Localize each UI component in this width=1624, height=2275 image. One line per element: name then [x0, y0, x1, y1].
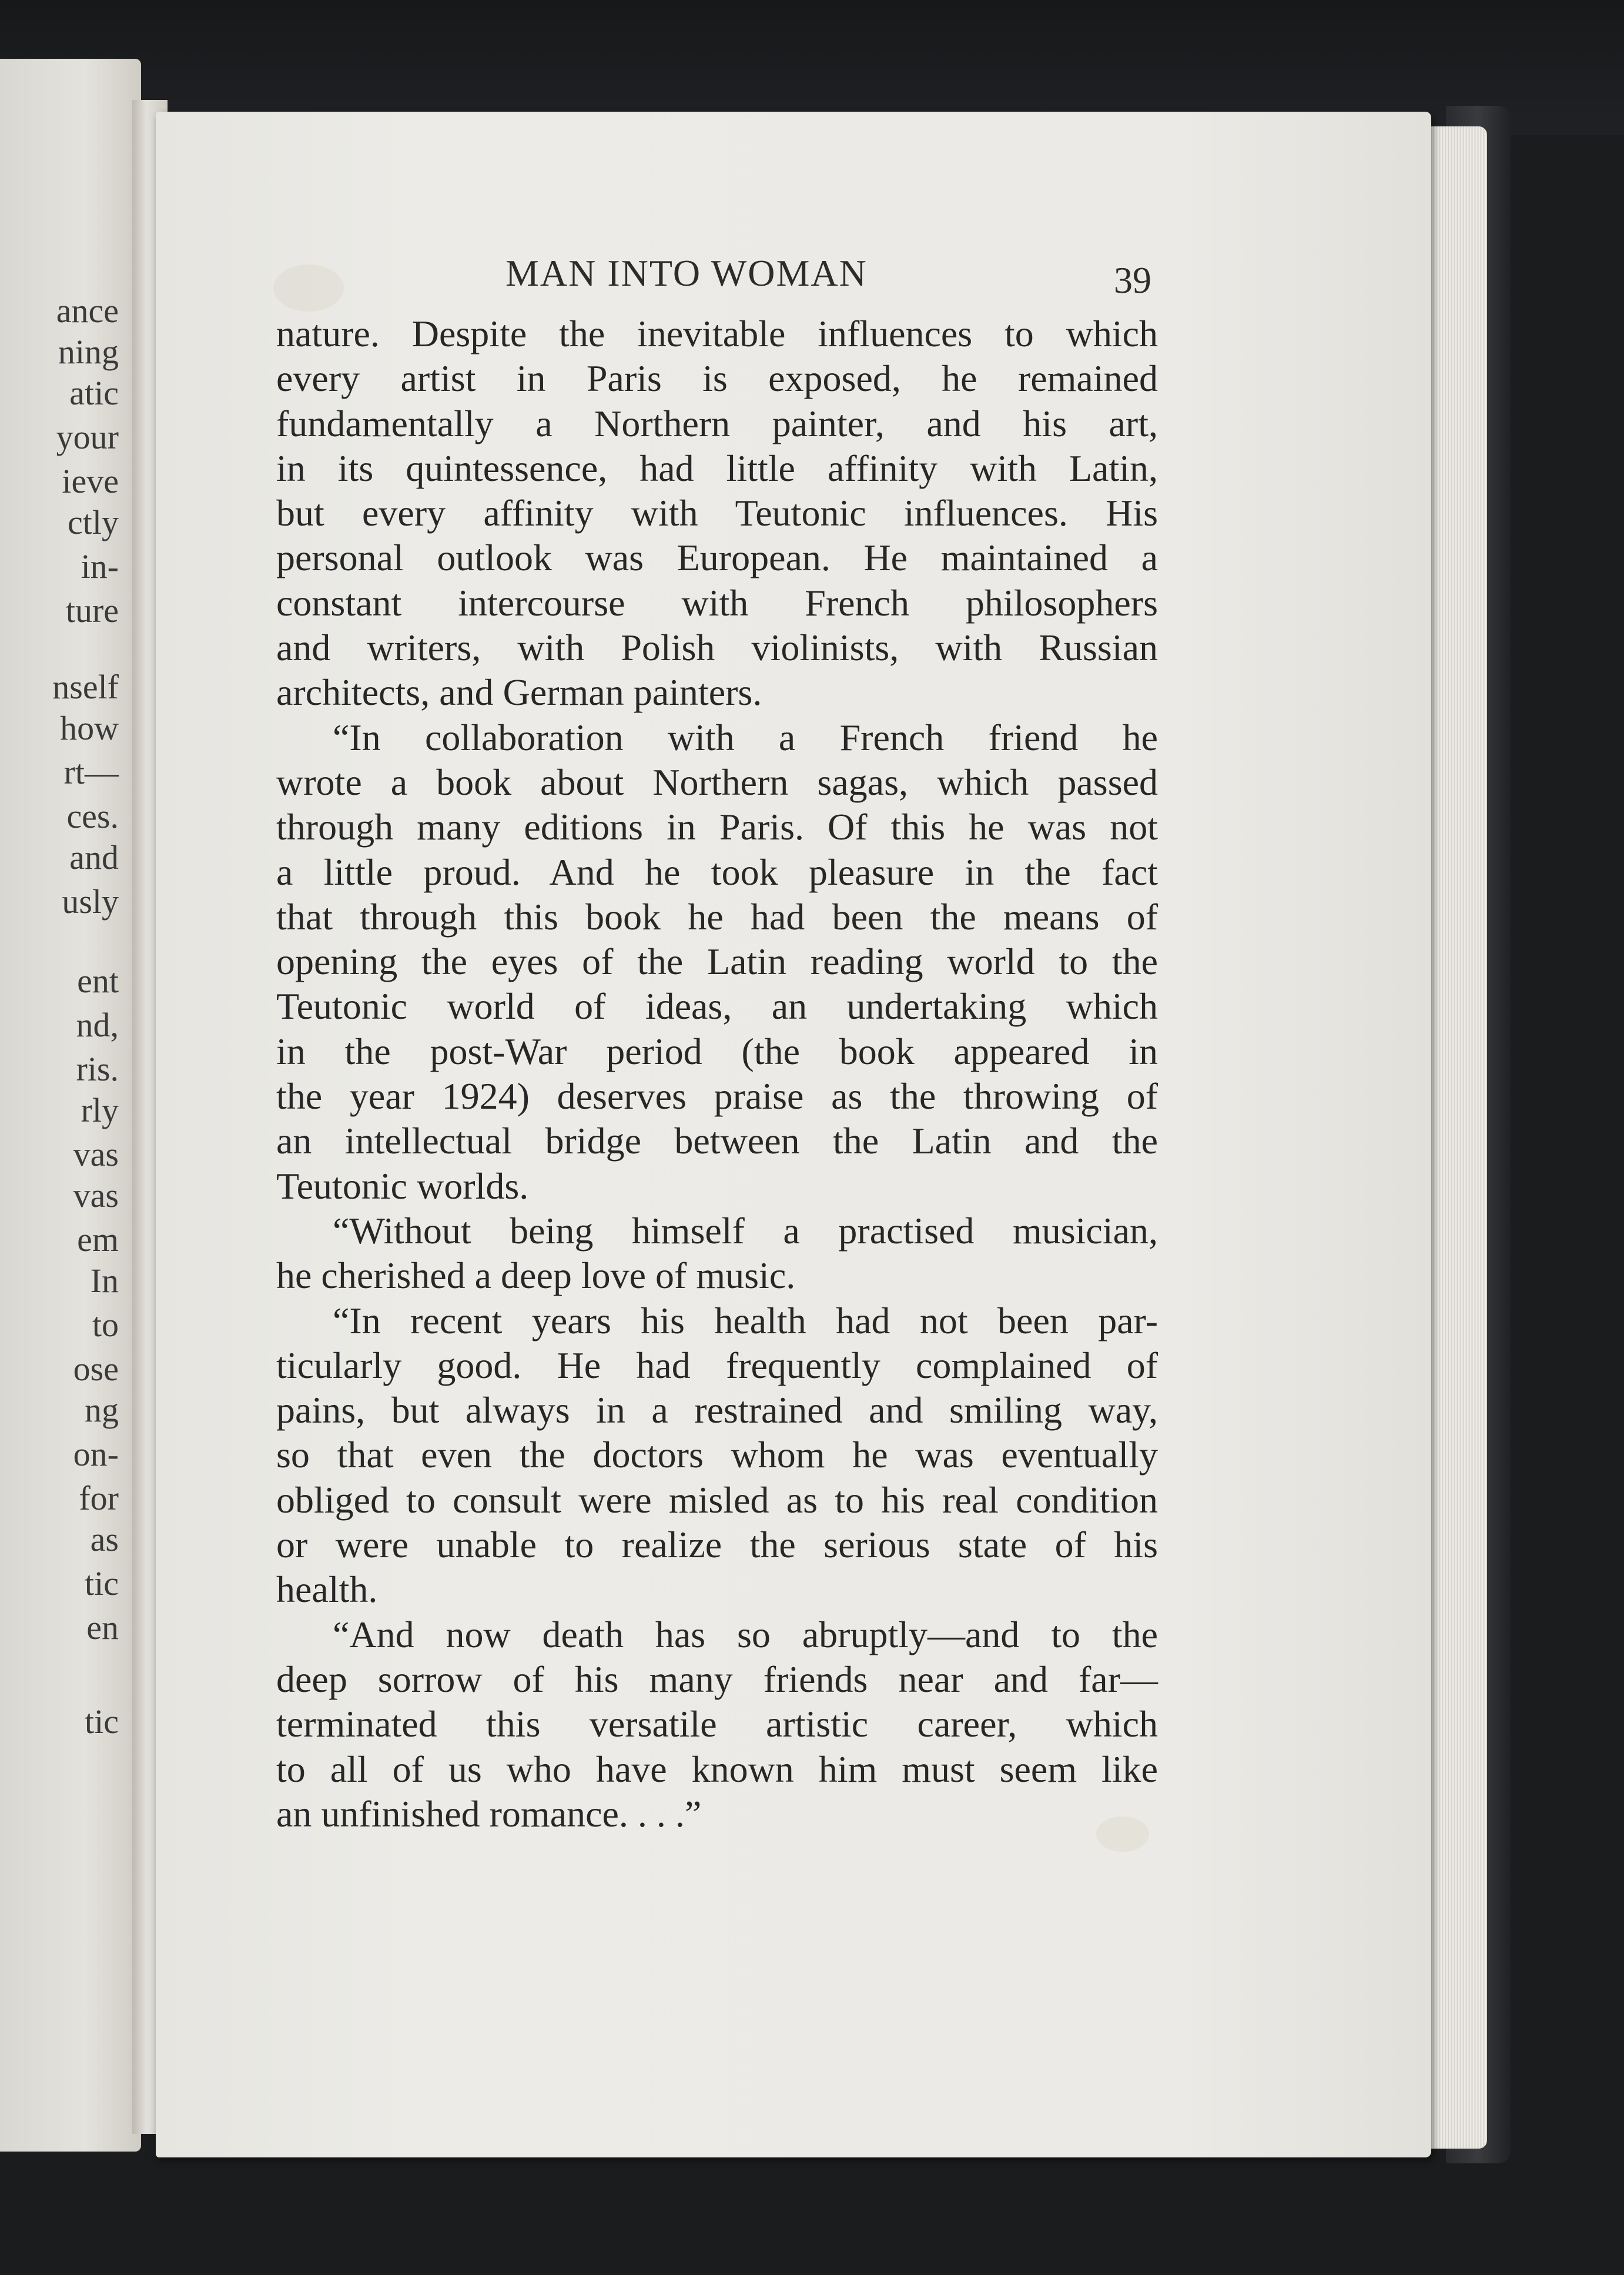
- page-number: 39: [1114, 259, 1151, 301]
- text-line: nature. Despite the inevitable influences to which: [276, 313, 1158, 354]
- left-page-fragment: ning: [58, 333, 119, 371]
- text-line: constant intercourse with French philosophers: [276, 581, 1158, 624]
- left-page-fragment: how: [60, 709, 119, 747]
- text-line: “In collaboration with a French friend he: [333, 716, 1158, 758]
- left-page-fragment: as: [90, 1520, 119, 1558]
- body-text: [276, 312, 1158, 1836]
- text-line: an unfinished romance. . . .”: [276, 1792, 702, 1835]
- left-page-fragment: tic: [85, 1702, 119, 1741]
- text-line: architects, and German painters.: [276, 671, 762, 714]
- left-page-fragment: ance: [56, 292, 119, 330]
- left-page-fragment: to: [92, 1306, 119, 1344]
- left-page: [0, 59, 141, 2152]
- text-line: wrote a book about Northern sagas, which passed: [276, 761, 1158, 803]
- text-line: every artist in Paris is exposed, he remained: [276, 357, 1158, 400]
- text-line: Teutonic world of ideas, an undertaking which: [276, 985, 1158, 1028]
- left-page-fragment: for: [79, 1479, 119, 1517]
- text-line: terminated this versatile artistic career, which: [276, 1703, 1158, 1745]
- left-page-fragment: vas: [73, 1176, 119, 1215]
- text-line: pains, but always in a restrained and smiling way,: [276, 1389, 1158, 1431]
- left-page-fragment: in-: [81, 547, 119, 586]
- text-line: “And now death has so abruptly—and to the: [333, 1613, 1158, 1655]
- text-line: fundamentally a Northern painter, and his art,: [276, 402, 1158, 444]
- left-page-fragment: vas: [73, 1135, 119, 1173]
- text-line: to all of us who have known him must seem like: [276, 1748, 1158, 1790]
- paper-stain: [273, 265, 344, 312]
- left-page-fragment: ces.: [66, 797, 119, 835]
- text-line: so that even the doctors whom he was eventually: [276, 1434, 1158, 1476]
- left-page-fragment: nself: [52, 668, 119, 706]
- left-page-fragment: ent: [77, 962, 119, 1000]
- left-page-fragment: ng: [85, 1391, 119, 1429]
- left-page-fragment: em: [77, 1220, 119, 1259]
- left-page-fragment: ieve: [62, 462, 119, 500]
- left-page-fragment: nd,: [76, 1006, 119, 1044]
- left-page-fragment: on-: [73, 1435, 119, 1473]
- text-line: obliged to consult were misled as to his real condition: [276, 1478, 1158, 1521]
- text-line: in its quintessence, had little affinity with Latin,: [276, 447, 1158, 489]
- text-line: an intellectual bridge between the Latin and the: [276, 1120, 1158, 1162]
- left-page-fragment: ose: [73, 1350, 119, 1388]
- left-page-fragment: en: [86, 1608, 119, 1647]
- left-page-fragment: usly: [62, 882, 119, 921]
- text-line: “In recent years his health had not been par-: [333, 1299, 1158, 1341]
- text-line: “Without being himself a practised musician,: [333, 1209, 1158, 1252]
- left-page-fragment: tic: [85, 1564, 119, 1602]
- left-page-fragment: In: [90, 1262, 119, 1300]
- text-line: in the post-War period (the book appeared in: [276, 1030, 1158, 1072]
- left-page-fragment: ctly: [68, 503, 119, 541]
- left-page-fragment: ris.: [76, 1050, 119, 1088]
- left-page-fragment: and: [69, 838, 119, 876]
- left-page-fragment: rt—: [63, 753, 119, 791]
- text-line: a little proud. And he took pleasure in the fact: [276, 851, 1158, 893]
- text-line: ticularly good. He had frequently complained of: [276, 1344, 1158, 1386]
- left-page-fragment: ture: [65, 591, 119, 630]
- text-line: and writers, with Polish violinists, with Russian: [276, 627, 1158, 669]
- text-line: opening the eyes of the Latin reading world to the: [276, 941, 1158, 983]
- left-page-fragment: rly: [81, 1091, 119, 1129]
- text-line: he cherished a deep love of music.: [276, 1254, 796, 1297]
- text-line: but every affinity with Teutonic influences. His: [276, 492, 1158, 534]
- running-head: MAN INTO WOMAN: [505, 252, 868, 294]
- text-line: that through this book he had been the means of: [276, 895, 1158, 938]
- text-line: health.: [276, 1568, 378, 1611]
- left-page-fragment: your: [56, 418, 119, 456]
- left-page-fragment: atic: [69, 374, 119, 412]
- text-line: the year 1924) deserves praise as the throwing of: [276, 1075, 1158, 1118]
- text-line: deep sorrow of his many friends near and far—: [276, 1658, 1158, 1700]
- text-line: Teutonic worlds.: [276, 1165, 529, 1207]
- text-line: or were unable to realize the serious state of his: [276, 1524, 1158, 1566]
- text-line: through many editions in Paris. Of this he was not: [276, 806, 1158, 848]
- text-line: personal outlook was European. He maintained a: [276, 537, 1158, 579]
